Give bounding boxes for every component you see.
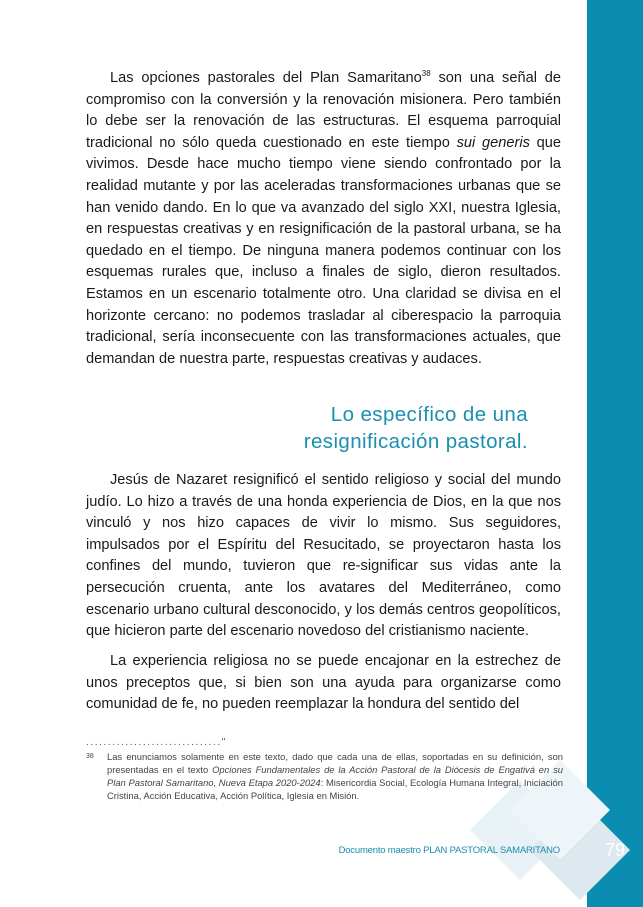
paragraph-text: que vivimos. Desde hace mucho tiempo viene siendo confrontado por la realidad mutante y por las aceleradas transformaciones urbanas que se han venido dando. En lo que va avanzado del siglo XXI, nuestra Iglesia, en respuestas creativas y en resignificación de la pastoral urbana, se ha quedado en el tiempo. De ninguna manera podemos continuar con los esquemas rurales que, incluso a finales de siglo, dieron resultados. Estamos en un escenario totalmente otro. Una claridad se divisa en el horizonte cercano: no podemos trasladar al ciberespacio la parroquia tradicional, sería inconsecuente con las transformaciones actuales, que demandan de nuestra parte, respuestas creativas y audaces. <box>86 134 562 367</box>
body-paragraph-1 <box>86 68 561 370</box>
footnote-separator: ..............................." <box>86 737 227 748</box>
paragraph-text: Las opciones pastorales del Plan Samaritano <box>110 70 422 86</box>
page-number: 79 <box>604 840 626 860</box>
running-footer: Documento maestro PLAN PASTORAL SAMARITANO <box>338 845 560 856</box>
heading-line-1: Lo específico de una <box>330 403 528 426</box>
footnote-text <box>107 751 563 803</box>
body-paragraph-3: La experiencia religiosa no se puede encajonar en la estrechez de unos preceptos que, si bien son una ayuda para organizarse como comunidad de fe, no pueden reemplazar la hondura del sentido del <box>86 653 561 713</box>
footnote <box>86 751 563 803</box>
section-heading <box>240 401 528 455</box>
paragraph-text: son una señal de compromiso con la conversión y la renovación misionera. Pero también lo debe ser la renovación de las estructuras. El esquema parroquial tradicional no sólo queda cuestionado en este tiempo <box>86 70 562 151</box>
body-paragraph-2: Jesús de Nazaret resignificó el sentido religioso y social del mundo judío. Lo hizo a través de una honda experiencia de Dios, en la que nos vinculó y nos hizo capaces de vivir lo mismo. Sus seguidores, impulsados por el Espíritu del Resucitado, se proyectaron hasta los confines del mundo, tuvieron que re-significar sus vidas ante la persecución cruenta, ante los avatares del Mediterráneo, como escenario urbano cultural desconocido, y los demás centros geopolíticos, que hicieron parte del escenario novedoso del cristianismo naciente. <box>86 472 561 640</box>
footnote-number: 38 <box>86 753 94 760</box>
heading-line-2: resignificación pastoral. <box>303 430 528 453</box>
footnote-text-part: : Misericordia Social, Ecología Humana Integral, Iniciación Cristina, Acción Educativa, Acción Política, Iglesia en Misión. <box>107 776 563 801</box>
footnote-reference[interactable]: 38 <box>421 69 431 78</box>
italic-term: sui generis <box>456 134 530 151</box>
footnote-title-italic: Opciones Fundamentales de la Acción Pastoral de la Diócesis de Engativá en su Plan Pastoral Samaritano, Nueva Etapa 2020-2024 <box>107 763 563 788</box>
footnote-text-part: Las enunciamos solamente en este texto, dado que cada una de ellas, soportadas en su definición, son presentadas en el texto <box>107 751 563 775</box>
